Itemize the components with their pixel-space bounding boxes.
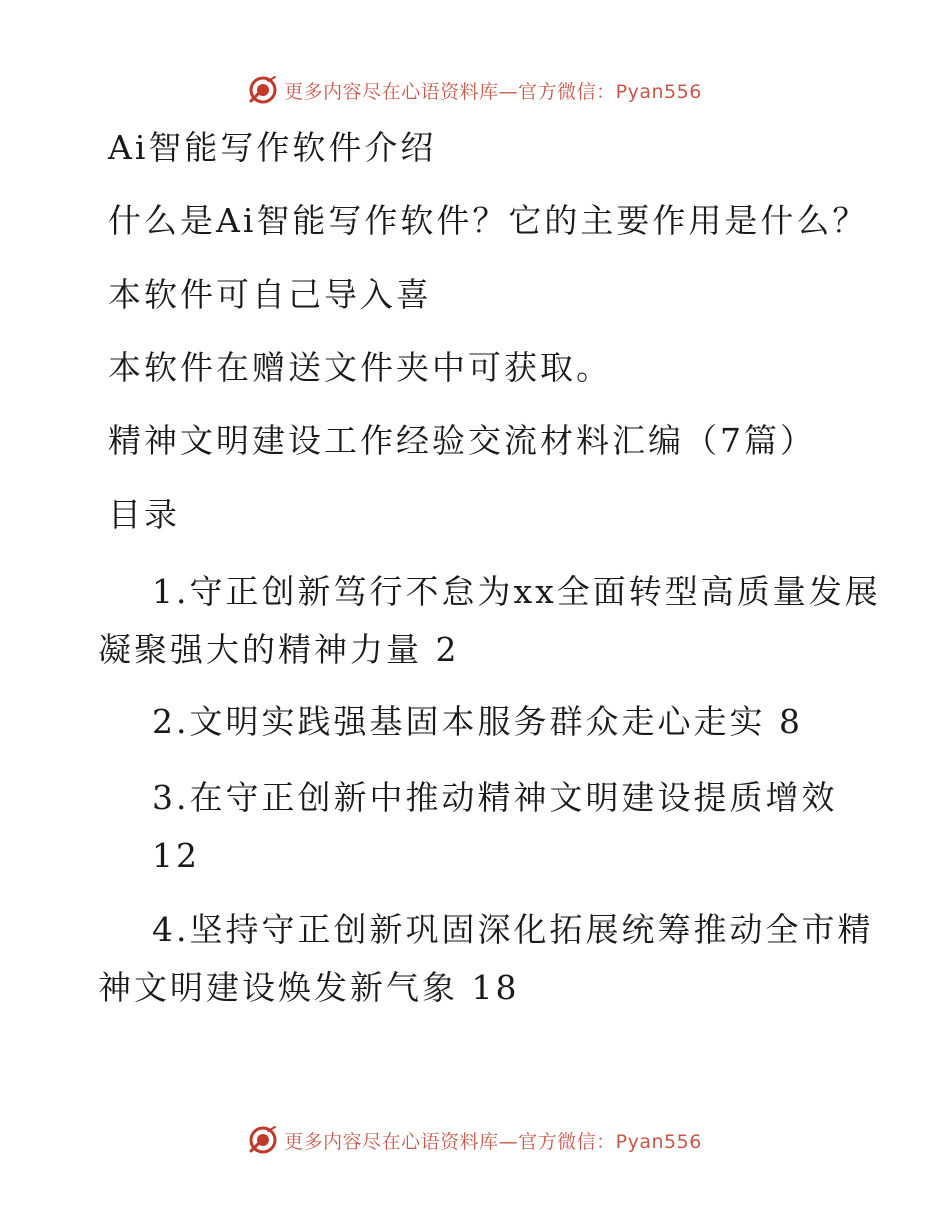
note-line-1: 本软件可自己导入喜 — [108, 275, 432, 314]
note-line-2: 本软件在赠送文件夹中可获取。 — [108, 348, 612, 387]
banner-content — [248, 1125, 702, 1155]
toc-item-1-line-2[interactable]: 凝聚强大的精神力量 2 — [98, 630, 460, 669]
banner-content — [248, 75, 702, 105]
toc-item-2-line-1[interactable]: 2.文明实践强基固本服务群众走心走实 8 — [152, 702, 803, 741]
toc-item-4-line-2[interactable]: 神文明建设焕发新气象 18 — [98, 968, 520, 1007]
question-line: 什么是Ai智能写作软件？它的主要作用是什么？ — [108, 201, 869, 240]
brand-logo-icon — [248, 1125, 278, 1155]
toc-item-3-line-2[interactable]: 12 — [152, 836, 200, 875]
toc-item-3-line-1[interactable]: 3.在守正创新中推动精神文明建设提质增效 — [152, 778, 838, 817]
toc-heading: 目录 — [108, 495, 180, 534]
toc-item-4-line-1[interactable]: 4.坚持守正创新巩固深化拓展统筹推动全市精 — [152, 910, 874, 949]
toc-item-1-line-1[interactable]: 1.守正创新笃行不怠为xx全面转型高质量发展 — [152, 572, 881, 611]
banner-text: 更多内容尽在心语资料库—官方微信：Pyan556 — [284, 1130, 702, 1153]
document-title: Ai智能写作软件介绍 — [108, 128, 437, 167]
footer-banner — [0, 1120, 950, 1160]
brand-logo-icon — [248, 75, 278, 105]
banner-text: 更多内容尽在心语资料库—官方微信：Pyan556 — [284, 80, 702, 103]
collection-title: 精神文明建设工作经验交流材料汇编（7篇） — [108, 421, 816, 460]
header-banner — [0, 70, 950, 110]
